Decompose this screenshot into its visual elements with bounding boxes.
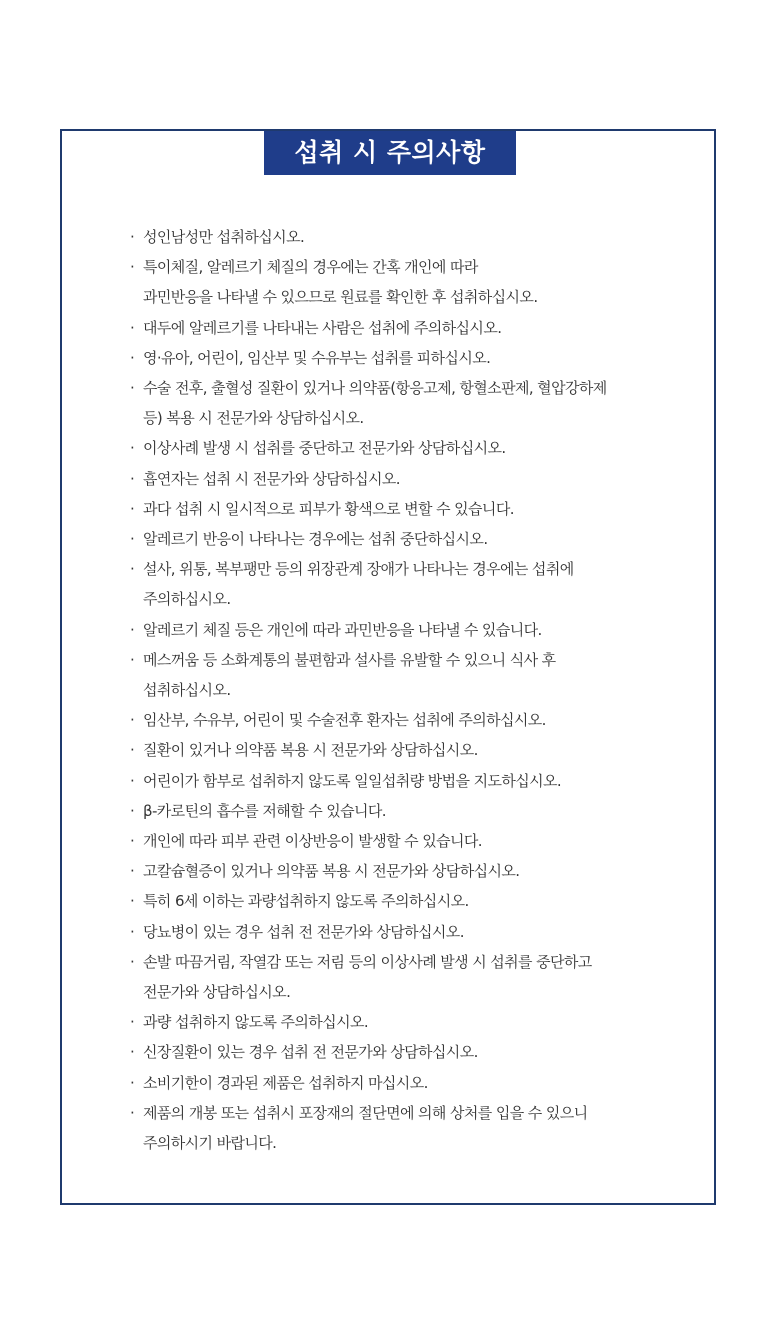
list-item-text: 임산부, 수유부, 어린이 및 수술전후 환자는 섭취에 주의하십시오. xyxy=(143,711,546,730)
list-item xyxy=(130,1068,710,1098)
list-item xyxy=(130,343,710,373)
list-item-text: 설사, 위통, 복부팽만 등의 위장관계 장애가 나타나는 경우에는 섭취에 xyxy=(143,560,574,579)
bullet-mark: · xyxy=(130,560,135,579)
bullet-mark: · xyxy=(130,1073,135,1092)
bullet-mark: · xyxy=(130,711,135,730)
list-item-text: 과민반응을 나타낼 수 있으므로 원료를 확인한 후 섭취하십시오. xyxy=(143,288,538,307)
bullet-mark: · xyxy=(130,620,135,639)
bullet-mark: · xyxy=(130,1013,135,1032)
list-item-text: 고칼슘혈증이 있거나 의약품 복용 시 전문가와 상담하십시오. xyxy=(143,862,520,881)
list-item-text: 주의하시기 바랍니다. xyxy=(143,1134,277,1153)
list-item-text: 과다 섭취 시 일시적으로 피부가 황색으로 변할 수 있습니다. xyxy=(143,499,514,518)
bullet-mark: · xyxy=(130,439,135,458)
bullet-mark: · xyxy=(130,258,135,277)
list-item xyxy=(130,433,710,463)
list-item-text: 대두에 알레르기를 나타내는 사람은 섭취에 주의하십시오. xyxy=(143,318,502,337)
bullet-mark: · xyxy=(130,771,135,790)
list-item xyxy=(130,524,710,554)
list-item xyxy=(130,615,710,645)
bullet-mark: · xyxy=(130,650,135,669)
list-item-text: 제품의 개봉 또는 섭취시 포장재의 절단면에 의해 상처를 입을 수 있으니 xyxy=(143,1103,588,1122)
list-item xyxy=(130,373,710,433)
list-item-text: 과량 섭취하지 않도록 주의하십시오. xyxy=(143,1013,369,1032)
precaution-list xyxy=(130,222,710,1158)
list-item-text: 당뇨병이 있는 경우 섭취 전 전문가와 상담하십시오. xyxy=(143,922,464,941)
list-item-text: 개인에 따라 피부 관련 이상반응이 발생할 수 있습니다. xyxy=(143,832,482,851)
list-item xyxy=(130,796,710,826)
list-item-text: β-카로틴의 흡수를 저해할 수 있습니다. xyxy=(143,801,386,820)
list-item-text: 이상사례 발생 시 섭취를 중단하고 전문가와 상담하십시오. xyxy=(143,439,506,458)
list-item xyxy=(130,1037,710,1067)
list-item-text: 신장질환이 있는 경우 섭취 전 전문가와 상담하십시오. xyxy=(143,1043,478,1062)
list-item-text: 어린이가 함부로 섭취하지 않도록 일일섭취량 방법을 지도하십시오. xyxy=(143,771,562,790)
list-item xyxy=(130,1007,710,1037)
bullet-mark: · xyxy=(130,348,135,367)
list-item-text: 알레르기 체질 등은 개인에 따라 과민반응을 나타낼 수 있습니다. xyxy=(143,620,542,639)
bullet-mark: · xyxy=(130,801,135,820)
list-item xyxy=(130,494,710,524)
list-item xyxy=(130,826,710,856)
bullet-mark: · xyxy=(130,530,135,549)
list-item-text: 손발 따끔거림, 작열감 또는 저림 등의 이상사례 발생 시 섭취를 중단하고 xyxy=(143,952,592,971)
bullet-mark: · xyxy=(130,922,135,941)
list-item xyxy=(130,1098,710,1158)
bullet-mark: · xyxy=(130,379,135,398)
list-item xyxy=(130,766,710,796)
bullet-mark: · xyxy=(130,952,135,971)
list-item xyxy=(130,252,710,312)
list-item xyxy=(130,886,710,916)
list-item-text: 영·유아, 어린이, 임산부 및 수유부는 섭취를 피하십시오. xyxy=(143,348,491,367)
list-item-text: 섭취하십시오. xyxy=(143,681,231,700)
bullet-mark: · xyxy=(130,469,135,488)
list-item-text: 성인남성만 섭취하십시오. xyxy=(143,228,305,246)
list-item xyxy=(130,856,710,886)
precautions-panel xyxy=(60,129,716,1205)
bullet-mark: · xyxy=(130,862,135,881)
list-item-text: 주의하십시오. xyxy=(143,590,231,609)
bullet-mark: · xyxy=(130,228,135,246)
list-item-text: 수술 전후, 출혈성 질환이 있거나 의약품(항응고제, 항혈소판제, 혈압강하제 xyxy=(143,379,607,398)
list-item-text: 등) 복용 시 전문가와 상담하십시오. xyxy=(143,409,364,428)
list-item xyxy=(130,313,710,343)
bullet-mark: · xyxy=(130,499,135,518)
list-item xyxy=(130,917,710,947)
list-item xyxy=(130,554,710,614)
list-item xyxy=(130,947,710,1007)
list-item xyxy=(130,645,710,705)
bullet-mark: · xyxy=(130,1043,135,1062)
list-item-text: 특이체질, 알레르기 체질의 경우에는 간혹 개인에 따라 xyxy=(143,258,478,277)
list-item xyxy=(130,464,710,494)
list-item-text: 특히 6세 이하는 과량섭취하지 않도록 주의하십시오. xyxy=(143,892,469,911)
list-item-text: 메스꺼움 등 소화계통의 불편함과 설사를 유발할 수 있으니 식사 후 xyxy=(143,650,556,669)
bullet-mark: · xyxy=(130,832,135,851)
bullet-mark: · xyxy=(130,318,135,337)
list-item xyxy=(130,222,710,252)
bullet-mark: · xyxy=(130,741,135,760)
section-title: 섭취 시 주의사항 xyxy=(264,131,516,175)
list-item-text: 알레르기 반응이 나타나는 경우에는 섭취 중단하십시오. xyxy=(143,530,488,549)
list-item xyxy=(130,705,710,735)
list-item-text: 전문가와 상담하십시오. xyxy=(143,983,291,1002)
list-item xyxy=(130,735,710,765)
list-item-text: 흡연자는 섭취 시 전문가와 상담하십시오. xyxy=(143,469,400,488)
bullet-mark: · xyxy=(130,892,135,911)
list-item-text: 소비기한이 경과된 제품은 섭취하지 마십시오. xyxy=(143,1073,428,1092)
bullet-mark: · xyxy=(130,1103,135,1122)
list-item-text: 질환이 있거나 의약품 복용 시 전문가와 상담하십시오. xyxy=(143,741,478,760)
